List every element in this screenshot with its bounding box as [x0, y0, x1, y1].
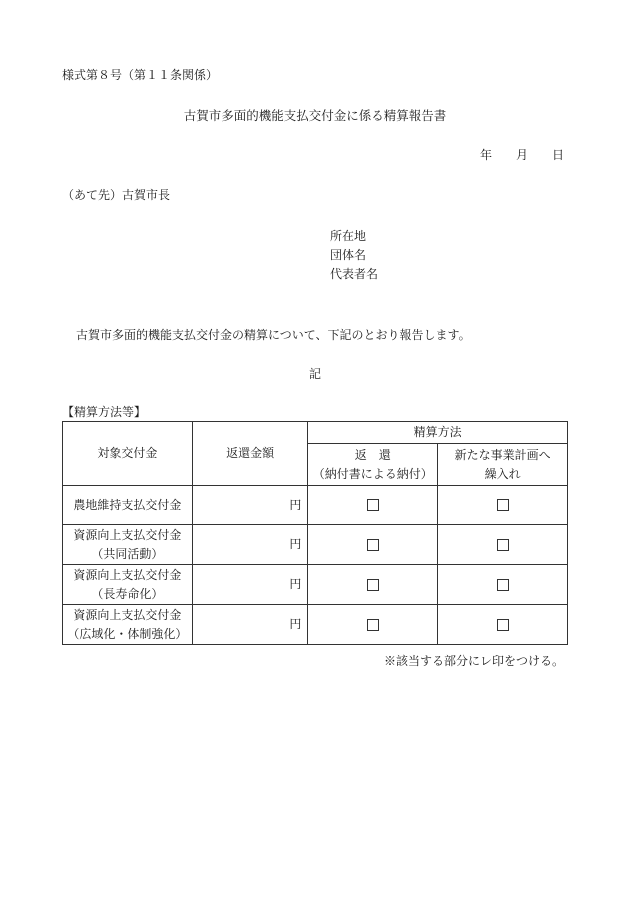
table-row — [63, 565, 568, 605]
header-carryover — [438, 444, 568, 486]
table-row — [63, 525, 568, 565]
row-subject — [63, 486, 193, 525]
row-subject-line2: （長寿命化） — [91, 586, 164, 601]
yen-unit: 円 — [289, 577, 302, 591]
footnote: ※該当する部分にレ印をつける。 — [383, 654, 564, 668]
row-amount-cell[interactable] — [192, 565, 308, 605]
row-amount-cell[interactable] — [192, 525, 308, 565]
refund-checkbox[interactable] — [367, 619, 379, 631]
refund-checkbox-cell[interactable] — [308, 565, 438, 605]
table-header-row — [63, 422, 568, 444]
row-subject-line1: 資源向上支払交付金 — [73, 607, 182, 622]
section-label: 【精算方法等】 — [62, 405, 147, 419]
refund-checkbox-cell[interactable] — [308, 486, 438, 525]
refund-checkbox[interactable] — [367, 539, 379, 551]
carryover-checkbox[interactable] — [497, 499, 509, 511]
carryover-checkbox[interactable] — [497, 619, 509, 631]
refund-checkbox[interactable] — [367, 579, 379, 591]
carryover-checkbox[interactable] — [497, 539, 509, 551]
sender-address-label: 所在地 — [330, 229, 367, 243]
row-amount-cell[interactable] — [192, 486, 308, 525]
carryover-checkbox-cell[interactable] — [438, 605, 568, 645]
sender-group-label: 団体名 — [330, 248, 367, 262]
refund-checkbox[interactable] — [367, 499, 379, 511]
document-title: 古賀市多面的機能支払交付金に係る精算報告書 — [183, 108, 447, 123]
addressee: （あて先）古賀市長 — [62, 188, 171, 202]
header-refund — [308, 444, 438, 486]
header-amount: 返還金額 — [192, 422, 308, 486]
settlement-table — [62, 421, 568, 645]
refund-checkbox-cell[interactable] — [308, 605, 438, 645]
yen-unit: 円 — [289, 537, 302, 551]
carryover-checkbox-cell[interactable] — [438, 525, 568, 565]
date-day-label: 日 — [552, 148, 565, 162]
table-row — [63, 605, 568, 645]
row-subject-line1: 資源向上支払交付金 — [73, 527, 182, 542]
form-number: 様式第８号（第１１条関係） — [62, 68, 219, 82]
table-row — [63, 486, 568, 525]
date-year-label: 年 — [480, 148, 493, 162]
row-subject-line2: （広域化・体制強化） — [67, 626, 188, 641]
row-subject-line1: 資源向上支払交付金 — [73, 567, 182, 582]
row-subject — [63, 525, 193, 565]
header-refund-line1: 返 還 — [354, 447, 391, 462]
carryover-checkbox-cell[interactable] — [438, 565, 568, 605]
row-subject — [63, 605, 193, 645]
yen-unit: 円 — [289, 497, 302, 512]
header-carryover-line1: 新たな事業計画へ — [454, 447, 551, 462]
header-subject: 対象交付金 — [63, 422, 193, 486]
carryover-checkbox-cell[interactable] — [438, 486, 568, 525]
yen-unit: 円 — [289, 617, 302, 631]
carryover-checkbox[interactable] — [497, 579, 509, 591]
date-line — [480, 146, 564, 163]
refund-checkbox-cell[interactable] — [308, 525, 438, 565]
header-carryover-line2: 繰入れ — [484, 466, 521, 481]
ki-heading: 記 — [308, 367, 321, 381]
body-text: 古賀市多面的機能支払交付金の精算について、下記のとおり報告します。 — [76, 328, 471, 342]
row-subject — [63, 565, 193, 605]
sender-representative-label: 代表者名 — [330, 267, 379, 281]
row-subject-line2: （共同活動） — [91, 546, 164, 561]
header-method: 精算方法 — [308, 422, 568, 444]
header-refund-line2: （納付書による納付） — [312, 466, 433, 481]
row-subject-line1: 農地維持支払交付金 — [73, 497, 182, 512]
date-month-label: 月 — [516, 148, 529, 162]
row-amount-cell[interactable] — [192, 605, 308, 645]
